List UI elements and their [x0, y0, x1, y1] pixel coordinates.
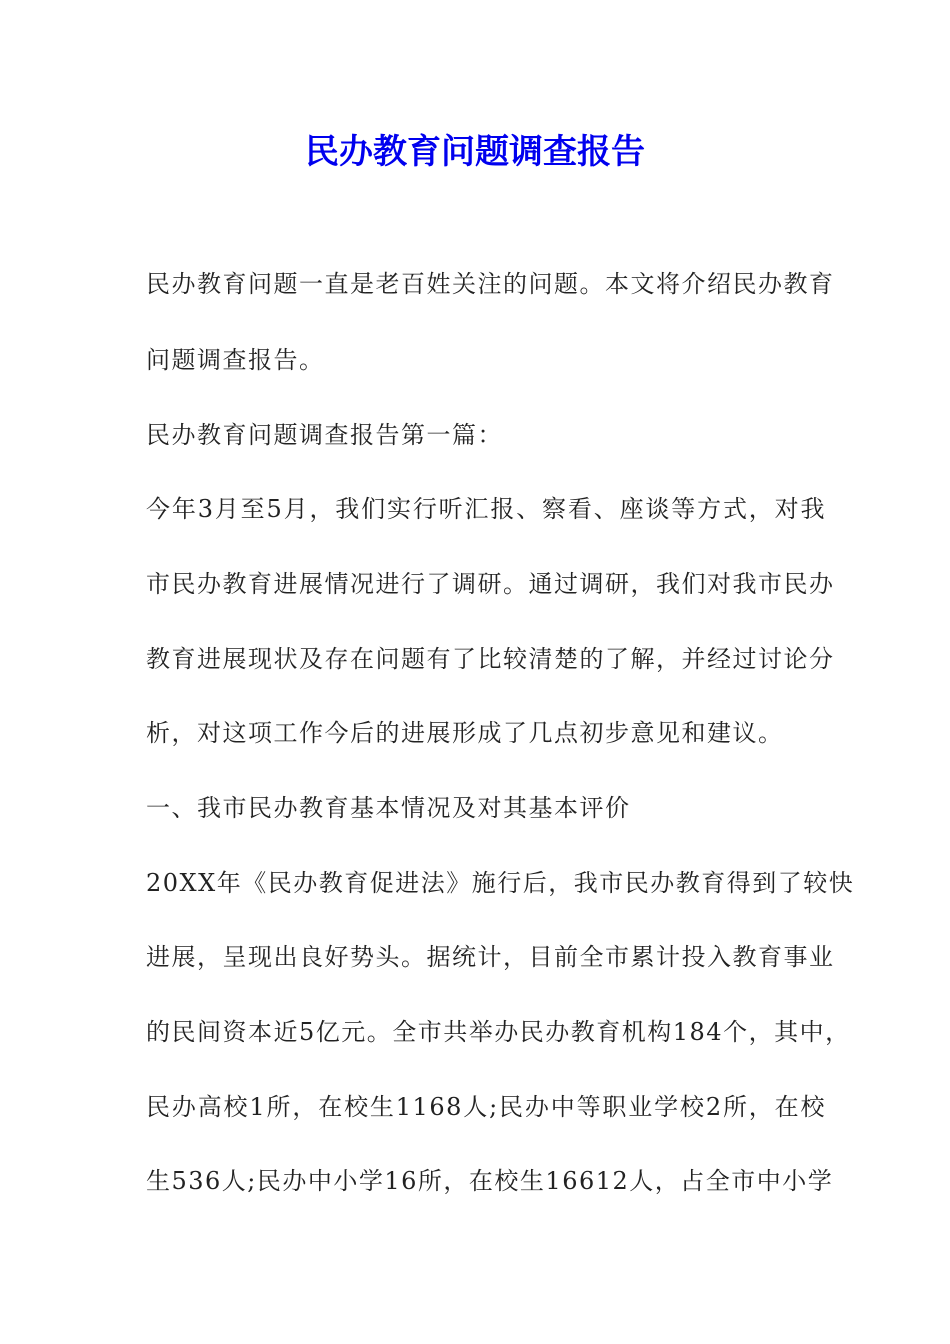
- paragraph-line: 民办高校1所，在校生1168人;民办中等职业学校2所，在校: [146, 1093, 826, 1121]
- paragraph-line: 市民办教育进展情况进行了调研。通过调研，我们对我市民办: [146, 570, 835, 598]
- section-heading: 一、我市民办教育基本情况及对其基本评价: [146, 794, 631, 822]
- paragraph-line: 今年3月至5月，我们实行听汇报、察看、座谈等方式，对我: [146, 495, 826, 523]
- paragraph-line: 析，对这项工作今后的进展形成了几点初步意见和建议。: [146, 719, 784, 747]
- document-title: 民办教育问题调查报告: [305, 132, 645, 172]
- paragraph-line: 的民间资本近5亿元。全市共举办民办教育机构184个，其中，: [146, 1018, 851, 1046]
- paragraph-line: 进展，呈现出良好势头。据统计，目前全市累计投入教育事业: [146, 943, 835, 971]
- paragraph-line: 民办教育问题一直是老百姓关注的问题。本文将介绍民办教育: [146, 270, 835, 298]
- paragraph-line: 20XX年《民办教育促进法》施行后，我市民办教育得到了较快: [146, 869, 855, 897]
- paragraph-line: 民办教育问题调查报告第一篇：: [146, 421, 503, 449]
- paragraph-line: 教育进展现状及存在问题有了比较清楚的了解，并经过讨论分: [146, 645, 835, 673]
- paragraph-line: 生536人;民办中小学16所，在校生16612人，占全市中小学: [146, 1167, 834, 1195]
- paragraph-line: 问题调查报告。: [146, 346, 325, 374]
